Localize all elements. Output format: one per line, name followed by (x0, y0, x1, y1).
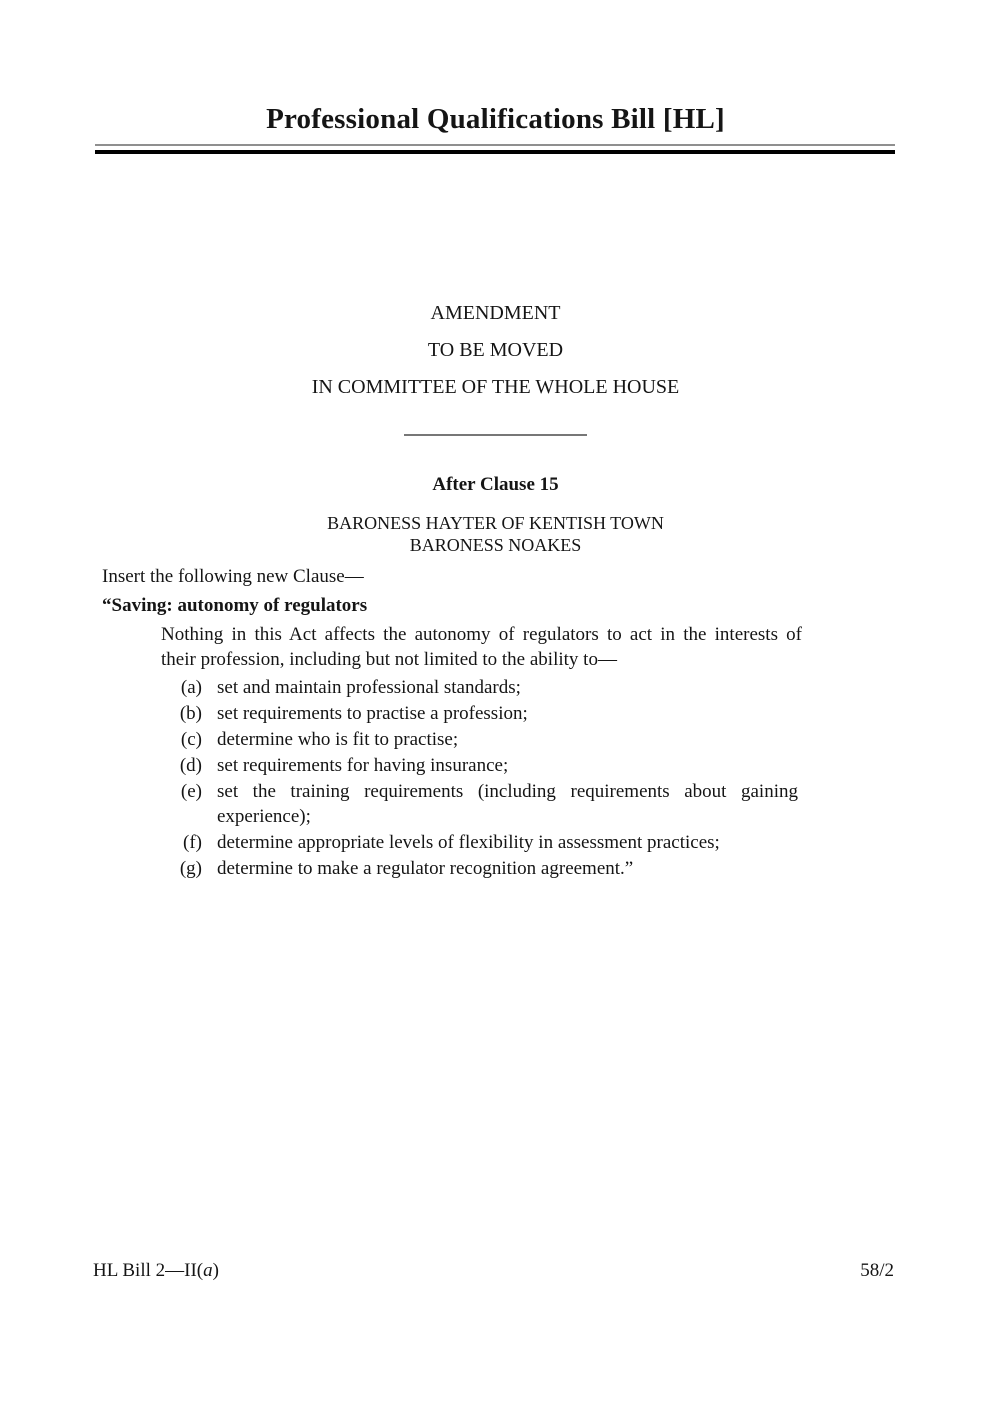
clause-item-a (158, 675, 897, 700)
item-text: determine who is fit to practise; (217, 729, 459, 750)
item-label: (g) (179, 858, 202, 879)
clause-item-g (158, 856, 897, 881)
sponsor-name: BARONESS NOAKES (409, 535, 582, 555)
clause-item-c (158, 727, 897, 752)
page-footer (93, 1258, 894, 1283)
heading-committee: IN COMMITTEE OF THE WHOLE HOUSE (311, 376, 680, 398)
item-text: set requirements for having insurance; (217, 755, 509, 776)
item-text-line: experience); (217, 806, 311, 827)
clause-item-e (158, 779, 897, 829)
sponsor-list (0, 512, 991, 556)
item-text (217, 779, 798, 829)
item-text: set and maintain professional standards; (217, 677, 521, 698)
separator-rule (404, 434, 587, 436)
item-text: determine appropriate levels of flexibility in assessment practices; (217, 832, 720, 853)
footer-bill-number (93, 1258, 219, 1283)
clause-item-b (158, 701, 897, 726)
item-label: (b) (179, 703, 202, 724)
item-label: (c) (180, 729, 202, 750)
opening-line: their profession, including but not limited to the ability to— (161, 649, 617, 670)
amendment-instruction: Insert the following new Clause— (102, 566, 364, 587)
sponsor-name: BARONESS HAYTER OF KENTISH TOWN (327, 513, 664, 533)
opening-line: Nothing in this Act affects the autonomy of regulators to act in the interests of (161, 624, 802, 645)
item-label: (e) (180, 781, 202, 802)
item-label: (f) (183, 832, 202, 853)
new-clause-opening (161, 622, 802, 672)
heading-to-be-moved: TO BE MOVED (427, 339, 564, 361)
footer-bill-number-prefix: HL Bill 2—II( (93, 1260, 204, 1281)
clause-item-f (158, 830, 897, 855)
footer-bill-number-suffix: ) (212, 1260, 219, 1281)
item-label: (d) (179, 755, 202, 776)
item-text: set requirements to practise a profession; (217, 703, 528, 724)
item-text-line: set the training requirements (including requirements about gaining (217, 781, 798, 802)
clause-position-heading: After Clause 15 (432, 474, 559, 495)
footer-amendment-number: 58/2 (860, 1260, 894, 1281)
item-text: determine to make a regulator recognition agreement.” (217, 858, 634, 879)
footer-bill-number-italic: a (203, 1260, 213, 1281)
title-double-rule (95, 144, 895, 154)
heading-amendment: AMENDMENT (430, 302, 561, 324)
amendment-heading-block (0, 295, 991, 406)
item-label: (a) (180, 677, 202, 698)
clause-item-list (158, 675, 897, 881)
clause-item-d (158, 753, 897, 778)
bill-title: Professional Qualifications Bill [HL] (266, 103, 725, 135)
new-clause-title: “Saving: autonomy of regulators (102, 595, 368, 616)
